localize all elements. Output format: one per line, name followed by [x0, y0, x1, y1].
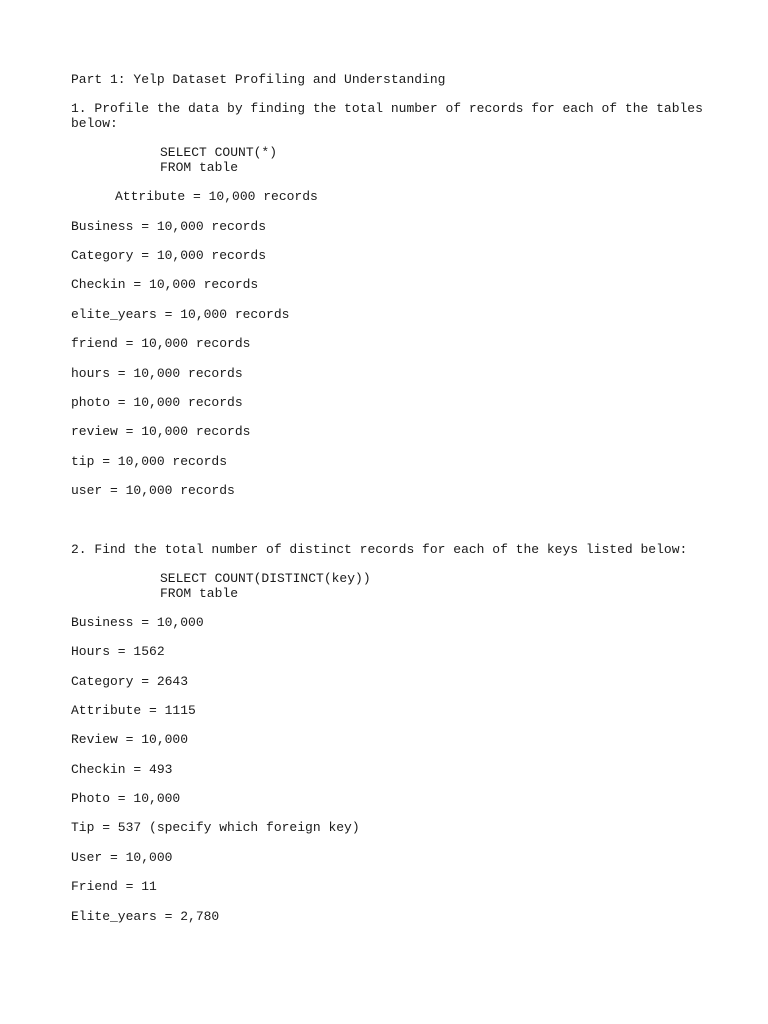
- q1-result-review: review = 10,000 records: [71, 424, 251, 439]
- q1-result-friend: friend = 10,000 records: [71, 336, 251, 351]
- q1-result-hours: hours = 10,000 records: [71, 366, 243, 381]
- q2-sql-from: FROM table: [160, 586, 239, 601]
- q1-result-category: Category = 10,000 records: [71, 248, 267, 263]
- q2-result-friend: Friend = 11: [71, 879, 157, 894]
- q2-result-checkin: Checkin = 493: [71, 762, 173, 777]
- q2-result-review: Review = 10,000: [71, 732, 189, 747]
- q1-result-tip: tip = 10,000 records: [71, 454, 228, 469]
- q1-result-attribute: Attribute = 10,000 records: [115, 189, 318, 204]
- q2-result-tip: Tip = 537 (specify which foreign key): [71, 820, 360, 835]
- q1-sql-from: FROM table: [160, 160, 239, 175]
- q2-result-business: Business = 10,000: [71, 615, 204, 630]
- q1-result-business: Business = 10,000 records: [71, 219, 267, 234]
- q1-prompt-line2: below:: [71, 116, 118, 131]
- q2-result-photo: Photo = 10,000: [71, 791, 181, 806]
- q1-sql-select: SELECT COUNT(*): [160, 145, 278, 160]
- q2-result-user: User = 10,000: [71, 850, 173, 865]
- q1-result-checkin: Checkin = 10,000 records: [71, 277, 259, 292]
- q1-result-elite-years: elite_years = 10,000 records: [71, 307, 290, 322]
- q2-result-attribute: Attribute = 1115: [71, 703, 196, 718]
- q1-result-user: user = 10,000 records: [71, 483, 235, 498]
- q2-result-category: Category = 2643: [71, 674, 189, 689]
- document-title: Part 1: Yelp Dataset Profiling and Understanding: [71, 72, 446, 87]
- q2-result-hours: Hours = 1562: [71, 644, 165, 659]
- q1-result-photo: photo = 10,000 records: [71, 395, 243, 410]
- q2-prompt: 2. Find the total number of distinct records for each of the keys listed below:: [71, 542, 688, 557]
- q2-sql-select: SELECT COUNT(DISTINCT(key)): [160, 571, 371, 586]
- q2-result-elite-years: Elite_years = 2,780: [71, 909, 220, 924]
- q1-prompt-line1: 1. Profile the data by finding the total number of records for each of the tables: [71, 101, 703, 116]
